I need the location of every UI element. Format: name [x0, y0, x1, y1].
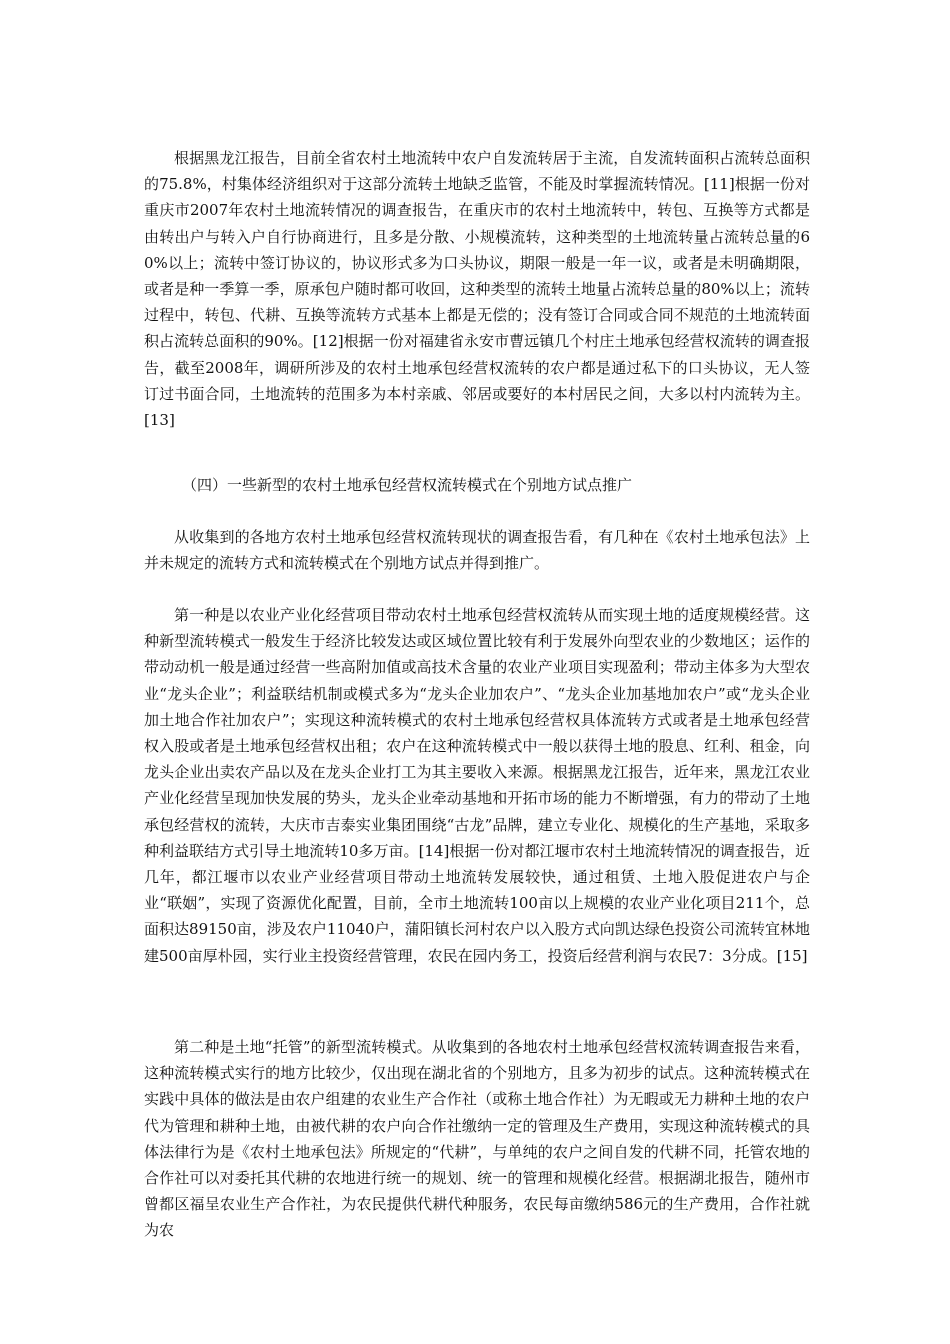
body-text-block-4: [144, 1034, 810, 1244]
paragraph-first-model: 第一种是以农业产业化经营项目带动农村土地承包经营权流转从而实现土地的适度规模经营。这种新型流转模式一般发生于经济比较发达或区域位置比较有利于发展外向型农业的少数地区；运作的带动动机一般是通过经营一些高附加值或高技术含量的农业产业项目实现盈利；带动主体多为大型农业“龙头企业”；利益联结机制或模式多为“龙头企业加农户”、“龙头企业加基地加农户”或“龙头企业加土地合作社加农户”；实现这种流转模式的农村土地承包经营权具体流转方式或者是土地承包经营权入股或者是土地承包经营权出租；农户在这种流转模式中一般以获得土地的股息、红利、租金，向龙头企业出卖农产品以及在龙头企业打工为其主要收入来源。根据黑龙江报告，近年来，黑龙江农业产业化经营呈现加快发展的势头，龙头企业牵动基地和开拓市场的能力不断增强，有力的带动了土地承包经营权的流转，大庆市吉泰实业集团围绕“古龙”品牌，建立专业化、规模化的生产基地，采取多种利益联结方式引导土地流转10多万亩。[14]根据一份对都江堰市农村土地流转情况的调查报告，近几年，都江堰市以农业产业经营项目带动土地流转发展较快，通过租赁、土地入股促进农户与企业“联姻”，实现了资源优化配置，目前，全市土地流转100亩以上规模的农业产业化项目211个，总面积达89150亩，涉及农户11040户，蒲阳镇长河村农户以入股方式向凯达绿色投资公司流转宜林地建500亩厚朴园，实行业主投资经营管理，农民在园内务工，投资后经营利润与农民7：3分成。[15]: [144, 606, 810, 965]
section-heading: （四）一些新型的农村土地承包经营权流转模式在个别地方试点推广: [182, 476, 633, 494]
section-heading-block: [144, 472, 810, 498]
body-text-block-3: [144, 602, 810, 969]
paragraph-second-model: 第二种是土地“托管”的新型流转模式。从收集到的各地农村土地承包经营权流转调查报告来看，这种流转模式实行的地方比较少，仅出现在湖北省的个别地方，且多为初步的试点。这种流转模式在实践中具体的做法是由农户组建的农业生产合作社（或称土地合作社）为无暇或无力耕种土地的农户代为管理和耕种土地，由被代耕的农户向合作社缴纳一定的管理及生产费用，实现这种流转模式的具体法律行为是《农村土地承包法》所规定的“代耕”，与单纯的农户之间自发的代耕不同，托管农地的合作社可以对委托其代耕的农地进行统一的规划、统一的管理和规模化经营。根据湖北报告，随州市曾都区福呈农业生产合作社，为农民提供代耕代种服务，农民每亩缴纳586元的生产费用，合作社就为农: [144, 1038, 810, 1240]
paragraph-new-models-intro: 从收集到的各地方农村土地承包经营权流转现状的调查报告看，有几种在《农村土地承包法》上并未规定的流转方式和流转模式在个别地方试点并得到推广。: [144, 528, 810, 573]
body-text-block-1: [144, 145, 810, 433]
paragraph-heilongjiang-chongqing-fujian: 根据黑龙江报告，目前全省农村土地流转中农户自发流转居于主流，自发流转面积占流转总面积的75.8%，村集体经济组织对于这部分流转土地缺乏监管，不能及时掌握流转情况。[11]根据一份对重庆市2007年农村土地流转情况的调查报告，在重庆市的农村土地流转中，转包、互换等方式都是由转出户与转入户自行协商进行，且多是分散、小规模流转，这种类型的土地流转量占流转总量的60%以上；流转中签订协议的，协议形式多为口头协议，期限一般是一年一议，或者是未明确期限，或者是种一季算一季，原承包户随时都可收回，这种类型的流转土地量占流转总量的80%以上；流转过程中，转包、代耕、互换等流转方式基本上都是无偿的；没有签订合同或合同不规范的土地流转面积占流转总面积的90%。[12]根据一份对福建省永安市曹远镇几个村庄土地承包经营权流转的调查报告，截至2008年，调研所涉及的农村土地承包经营权流转的农户都是通过私下的口头协议，无人签订过书面合同，土地流转的范围多为本村亲戚、邻居或要好的本村居民之间，大多以村内流转为主。[13]: [144, 149, 810, 430]
body-text-block-2: [144, 524, 810, 576]
